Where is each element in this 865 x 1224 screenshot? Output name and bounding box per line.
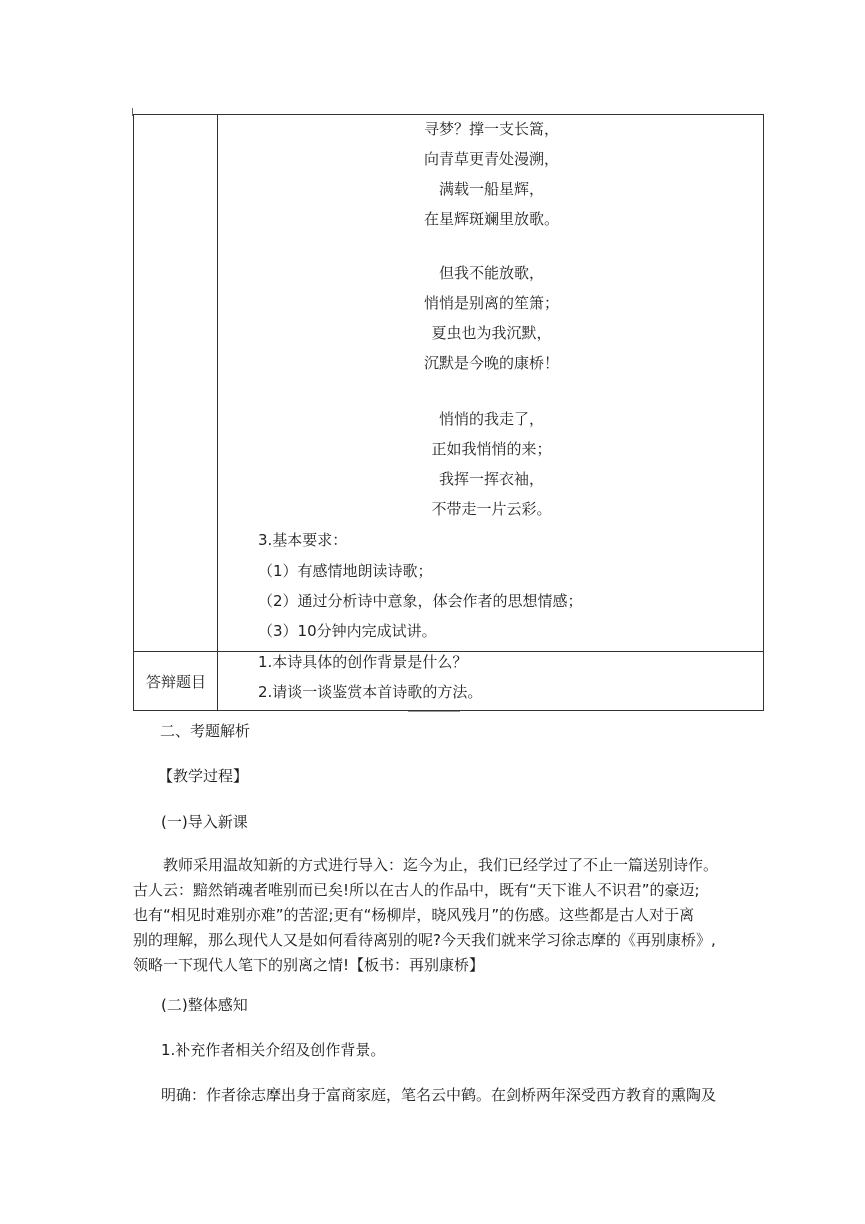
poem-line: 向青草更青处漫溯，	[423, 150, 559, 168]
question-item: 1.本诗具体的创作背景是什么？	[258, 653, 468, 671]
poem-line: 悄悄是别离的笙箫；	[423, 294, 559, 312]
question-item: 2.请谈一谈鉴赏本首诗歌的方法。	[258, 683, 483, 701]
paragraph-line: 古人云：黯然销魂者唯别而已矣!所以在古人的作品中，既有“天下谁人不识君”的豪迈;	[133, 881, 700, 899]
teaching-process-heading: 【教学过程】	[158, 767, 249, 785]
table-left-column	[134, 115, 218, 710]
lesson-table	[133, 114, 764, 711]
clarify-paragraph: 明确：作者徐志摩出身于富商家庭，笔名云中鹤。在剑桥两年深受西方教育的熏陶及	[161, 1086, 717, 1104]
intro-paragraph	[133, 853, 743, 978]
paragraph-line: 别的理解，那么现代人又是如何看待离别的呢?今天我们就来学习徐志摩的《再别康桥》,	[133, 931, 716, 949]
poem-line: 在星辉斑斓里放歌。	[423, 210, 559, 228]
subsection-heading: (二)整体感知	[161, 996, 248, 1014]
requirement-item: （2）通过分析诗中意象，体会作者的思想情感；	[258, 592, 583, 610]
paragraph-line: 也有“相见时难别亦难”的苦涩;更有“杨柳岸，晓风残月”的伤感。这些都是古人对于离	[133, 906, 695, 924]
poem-line: 我挥一挥衣袖，	[438, 470, 544, 488]
requirement-item: （3）10分钟内完成试讲。	[258, 622, 437, 640]
poem-line: 不带走一片云彩。	[431, 500, 552, 518]
poem-line: 寻梦？撑一支长篙，	[423, 120, 559, 138]
poem-line: 正如我悄悄的来；	[431, 440, 552, 458]
section-title: 二、考题解析	[160, 722, 251, 740]
poem-line: 沉默是今晚的康桥！	[423, 354, 559, 372]
poem-line: 夏虫也为我沉默，	[431, 324, 552, 342]
paragraph-line: 教师采用温故知新的方式进行导入：迄今为止，我们已经学过了不止一篇送别诗作。	[163, 856, 719, 874]
list-item: 1.补充作者相关介绍及创作背景。	[161, 1041, 386, 1059]
poem-line: 悄悄的我走了，	[438, 410, 544, 428]
poem-line: 但我不能放歌，	[438, 264, 544, 282]
qa-label: 答辩题目	[145, 673, 206, 691]
requirement-item: （1）有感情地朗读诗歌；	[258, 562, 433, 580]
subsection-heading: (一)导入新课	[161, 813, 248, 831]
poem-line: 满载一船星辉，	[438, 180, 544, 198]
paragraph-line: 领略一下现代人笔下的别离之情!【板书：再别康桥】	[133, 956, 485, 974]
requirements-heading: 3.基本要求：	[258, 531, 348, 549]
underline-mark	[408, 711, 460, 712]
